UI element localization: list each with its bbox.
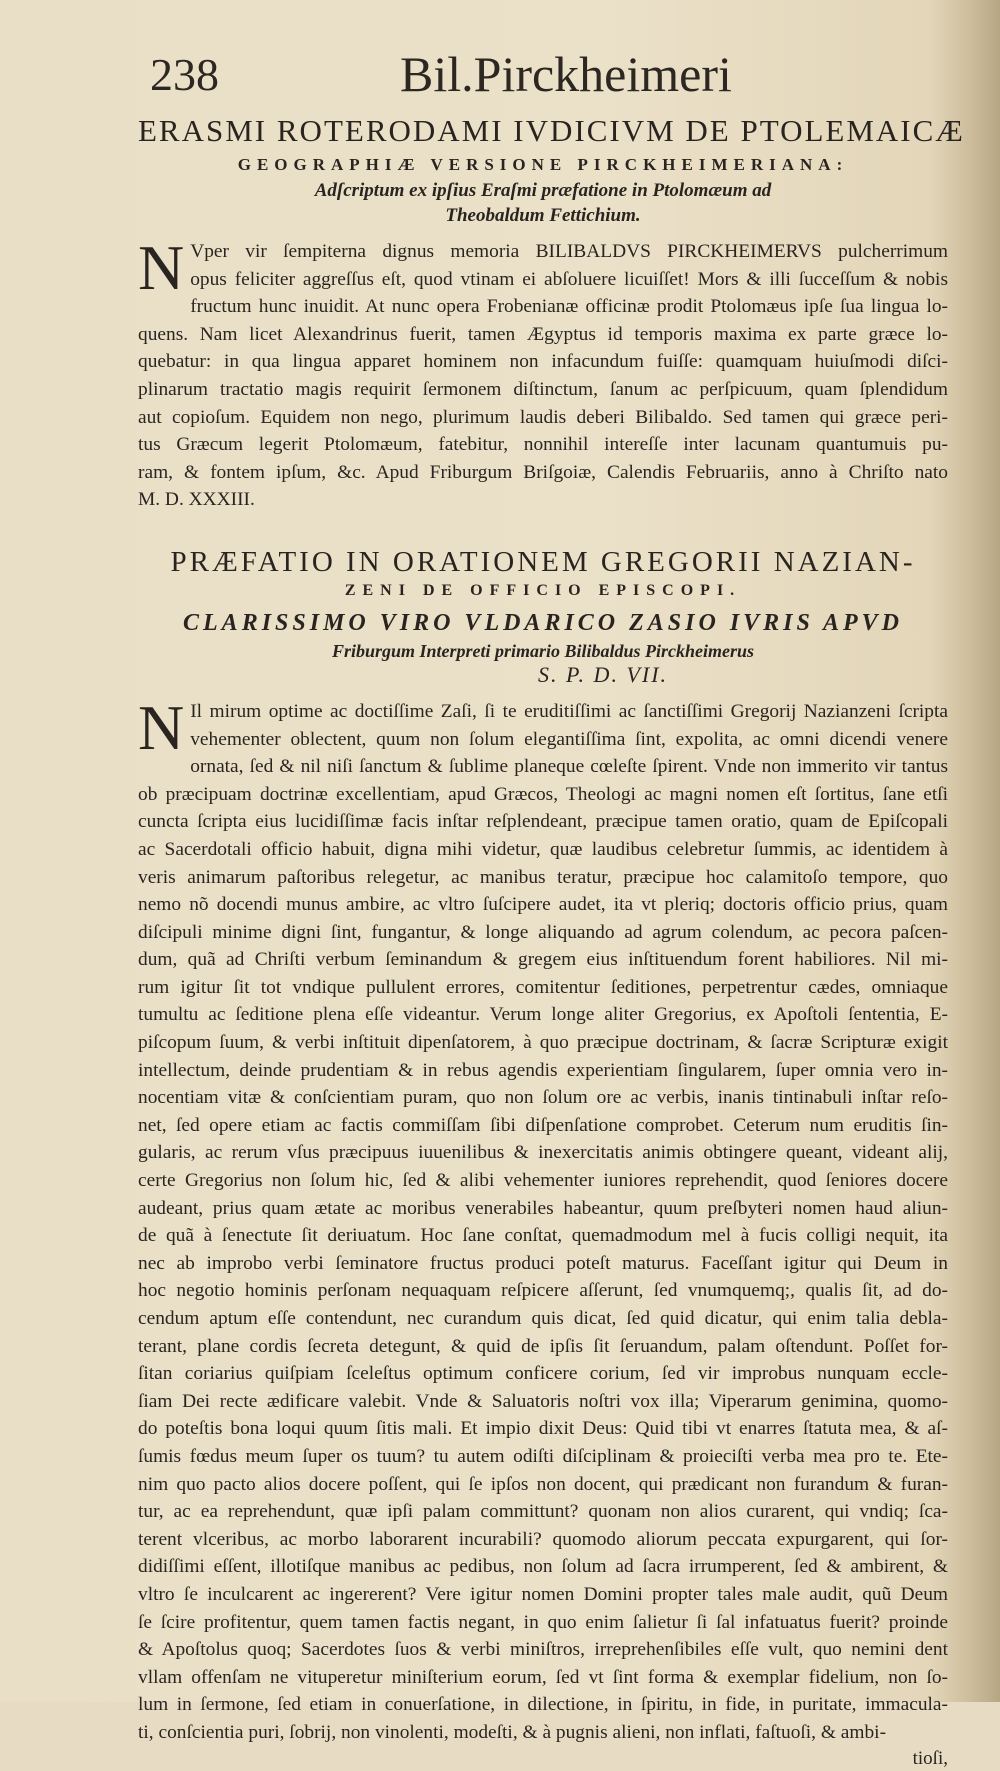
text-line: tumultu ac ſeditione plena eſſe videantur. Verum longe aliter Gregorius, ex Apoſtoli ſententia, E-: [138, 1004, 948, 1026]
section1-note-line1: Adſcriptum ex ipſius Eraſmi præfatione in Ptolomæum ad: [314, 180, 772, 201]
section1-dropcap: N: [138, 232, 185, 303]
text-line: ſitan coriarius quiſpiam ſceleſtus optimum conficere corium, ſed vir improbus nunquam eccle-: [138, 1363, 948, 1385]
text-line: net, ſed opere etiam ac factis commiſſam ſibi diſpenſatione comprobet. Ceterum num eruditis ſin-: [138, 1114, 948, 1136]
text-line: cuncta ſcripta eius lucidiſſimæ facis inſtar reſplendeant, præcipue tamen oratio, quam de Epiſcopali: [138, 811, 948, 833]
text-line: ſumis fœdus meum ſuper os tuum? tu autem odiſti diſciplinam & proieciſti verba mea pro te. Ete-: [138, 1445, 948, 1467]
text-line: nec ab improbo verbi ſeminatore fructus produci poteſt maturus. Faceſſant igitur qui Deum in: [138, 1252, 948, 1274]
text-line: ſe ſcire profitentur, quem tamen factis negant, in quo enim ſalietur ſi ſal infatuatus fuerit? proinde: [138, 1611, 948, 1633]
section1-heading: ERASMI ROTERODAMI IVDICIVM DE PTOLEMAICÆ: [138, 113, 965, 148]
text-line: nocentiam vitæ & conſcientiam puram, quo non ſolum ore ac verbis, inanis tintinabuli inſtar reſo-: [138, 1087, 948, 1109]
section1-body: [138, 232, 948, 514]
text-line: terent vlceribus, ac morbo laborarent incurabili? quomodo aliorum peccata expurgarent, qui ſor-: [138, 1528, 948, 1550]
text-line: diſcipuli minime digni ſint, fungantur, & longe aliquando ad agrum colendum, ac pecora paſcen-: [138, 921, 948, 943]
text-column: [138, 42, 965, 1771]
text-line: vltro ſe inculcarent ac ingererent? Vere igitur nomen Domini propter tales male audit, quũ Deum: [138, 1583, 948, 1605]
text-line: certe Gregorius non ſolum hic, ſed & alibi vehementer iuniores reprehendit, quod ſeniores docere: [138, 1170, 948, 1192]
section2-address: CLARISSIMO VIRO VLDARICO ZASIO IVRIS APVD: [183, 609, 903, 636]
running-head: [138, 42, 948, 106]
text-line: M. D. XXXIII.: [138, 489, 255, 511]
text-line: didiſſimi eſſent, illotiſque manibus ac pedibus, non ſolum ad ſacra irrumperent, ſed & ambirent, &: [138, 1556, 948, 1578]
text-line: opus feliciter aggreſſus eſt, quod vtinam ei abſoluere licuiſſet! Mors & illi ſucceſſum & nobis: [190, 268, 948, 290]
text-line: gularis, ac rerum vſus præcipuus iuuenilibus & inexercitatis animis obtingere queant, videant alij,: [138, 1142, 948, 1164]
text-line: terant, plane cordis ſecreta detegunt, & quid de ipſis ſit ſeruandum, palam oſtendunt. Poſſet for-: [138, 1335, 948, 1357]
text-line: ti, conſcientia puri, ſobrij, non vinolenti, modeſti, & à pugnis alieni, non inflati, faſtuoſi, & ambi-: [138, 1721, 887, 1743]
text-line: do poteſtis bona loqui quum ſitis mali. Et impio dixit Deus: Quid tibi vt enarres ſtatuta mea, & aſ-: [138, 1418, 948, 1440]
text-line: quens. Nam licet Alexandrinus fuerit, tamen Ægyptus id temporis maxima ex parte græce lo-: [138, 323, 948, 345]
text-line: piſcopum ſuum, & verbi inſtituit dipenſatorem, à quo præcipue doctrinam, & ſacræ Scripturæ exigit: [138, 1032, 948, 1054]
text-line: ſiam Dei recte ædificare valebit. Vnde & Saluatoris noſtri vox illa; Viperarum genimina, quomo-: [138, 1390, 948, 1412]
section2-heading: PRÆFATIO IN ORATIONEM GREGORII NAZIAN-: [170, 545, 916, 578]
text-line: lum in ſermone, ſed etiam in conuerſatione, in dilectione, in ſpiritu, in fide, in puritate, immacula-: [138, 1694, 948, 1716]
page-number: 238: [150, 49, 219, 100]
text-line: vllam offenſam ne vituperetur miniſterium eorum, ſed vt ſint forma & exemplar fidelium, non ſo-: [138, 1666, 948, 1688]
text-line: cendum aptum eſſe contendunt, nec curandum quis dicat, ſed quid dicatur, qui enim talia debla-: [138, 1308, 948, 1329]
text-line: Vper vir ſempiterna dignus memoria BILIBALDVS PIRCKHEIMERVS pulcherrimum: [190, 241, 948, 262]
section2-salute: S. P. D. VII.: [537, 661, 669, 687]
catchword: tioſi,: [912, 1747, 948, 1769]
running-title: Bil.Pirckheimeri: [400, 46, 732, 102]
text-line: rum igitur ſit tot vndique pullulent errores, comitentur ſeditiones, perpetrentur cædes, omniaque: [138, 976, 948, 998]
text-line: ac Sacerdotali officio habuit, digna mihi videtur, quæ laudibus celebretur ſummis, ac identidem à: [138, 838, 948, 860]
text-line: aut copioſum. Equidem non nego, plurimum laudis deberi Bilibaldo. Sed tamen qui græce peri-: [138, 406, 948, 428]
text-line: vehementer oblectent, quum non ſolum elegantiſſima ſint, expolita, ac omni dicendi venere: [190, 728, 948, 750]
text-line: fructum hunc inuidit. At nunc opera Frobenianæ officinæ prodit Ptolomæus ipſe ſua lingua lo-: [190, 296, 948, 318]
text-line: Il mirum optime ac doctiſſime Zaſi, ſi te eruditiſſimi ac ſanctiſſimi Gregorij Nazianzeni ſcripta: [190, 700, 948, 722]
section2-dropcap: N: [138, 691, 185, 763]
text-line: veris animarum paſtoribus relegetur, ac manibus teratur, præcipue hoc calamitoſo tempore, quo: [138, 866, 948, 888]
text-line: nim quo pacto alios docere poſſent, qui ſe ipſos non docent, qui prædicant non furandum & furan-: [138, 1473, 948, 1495]
text-line: ornata, ſed & nil niſi ſanctum & ſublime planeque cœleſte ſpirent. Vnde non immerito vir tantus: [190, 756, 948, 778]
section2-subheading: ZENI DE OFFICIO EPISCOPI.: [344, 581, 742, 599]
text-line: ob præcipuam doctrinæ excellentiam, apud Græcos, Theologi ac magni nomen eſt ſortitus, ſane etſi: [138, 783, 948, 805]
text-line: plinarum tractatio magis requirit ſermonem diſtinctum, ſanum ac perſpicuum, quam ſplendidum: [138, 378, 948, 400]
text-line: ram, & fontem ipſum, &c. Apud Friburgum Briſgoiæ, Calendis Februariis, anno à Chriſto nato: [138, 461, 948, 483]
text-line: tus Græcum legerit Ptolomæum, fatebitur, nonnihil intereſſe inter lacunam quantumuis pu-: [138, 434, 948, 456]
text-line: quebatur: in qua lingua apparet hominem non infacundum fuiſſe: quamquam huiuſmodi diſci-: [138, 351, 948, 373]
text-line: dum, quã ad Chriſti verbum ſeminandum & gregem eius inſtituendum forent habiliores. Nil mi-: [138, 949, 948, 971]
section1-note-line2: Theobaldum Fettichium.: [445, 205, 641, 226]
text-line: audeant, prius quam ætate ac moribus venerabiles habeantur, quum preſbyteri nomen haud aliun-: [138, 1197, 948, 1219]
section2-address-line2: Friburgum Interpreti primario Bilibaldus Pirckheimerus: [331, 640, 755, 661]
text-line: tur, ac ea reprehendunt, quæ ipſi palam committunt? quonam non alios curarent, qui vndiq; ſca-: [138, 1501, 948, 1523]
section1-subheading: GEOGRAPHIÆ VERSIONE PIRCKHEIMERIANA:: [237, 155, 849, 174]
text-line: hoc negotio hominis perſonam nequaquam reſpicere aſſerunt, ſed vnumquemq;, qualis ſit, ad do-: [138, 1280, 948, 1302]
text-line: de quã à ſenectute ſit deriuatum. Hoc ſane conſtat, quemadmodum mel à fucis colligi nequit, ita: [138, 1225, 948, 1247]
text-line: intellectum, deinde prudentiam & in rebus agendis experientiam ſingularem, ſuper omnia vero in-: [138, 1059, 948, 1081]
text-line: nemo nõ docendi munus ambire, ac vltro ſuſcipere audet, ita vt pleriq; doctoris officio prius, quam: [138, 894, 948, 916]
text-line: & Apoſtolus quoq; Sacerdotes ſuos & verbi miniſtros, irreprehenſibiles eſſe vult, quo nemini dent: [138, 1639, 948, 1661]
section2-body: [138, 691, 948, 1747]
